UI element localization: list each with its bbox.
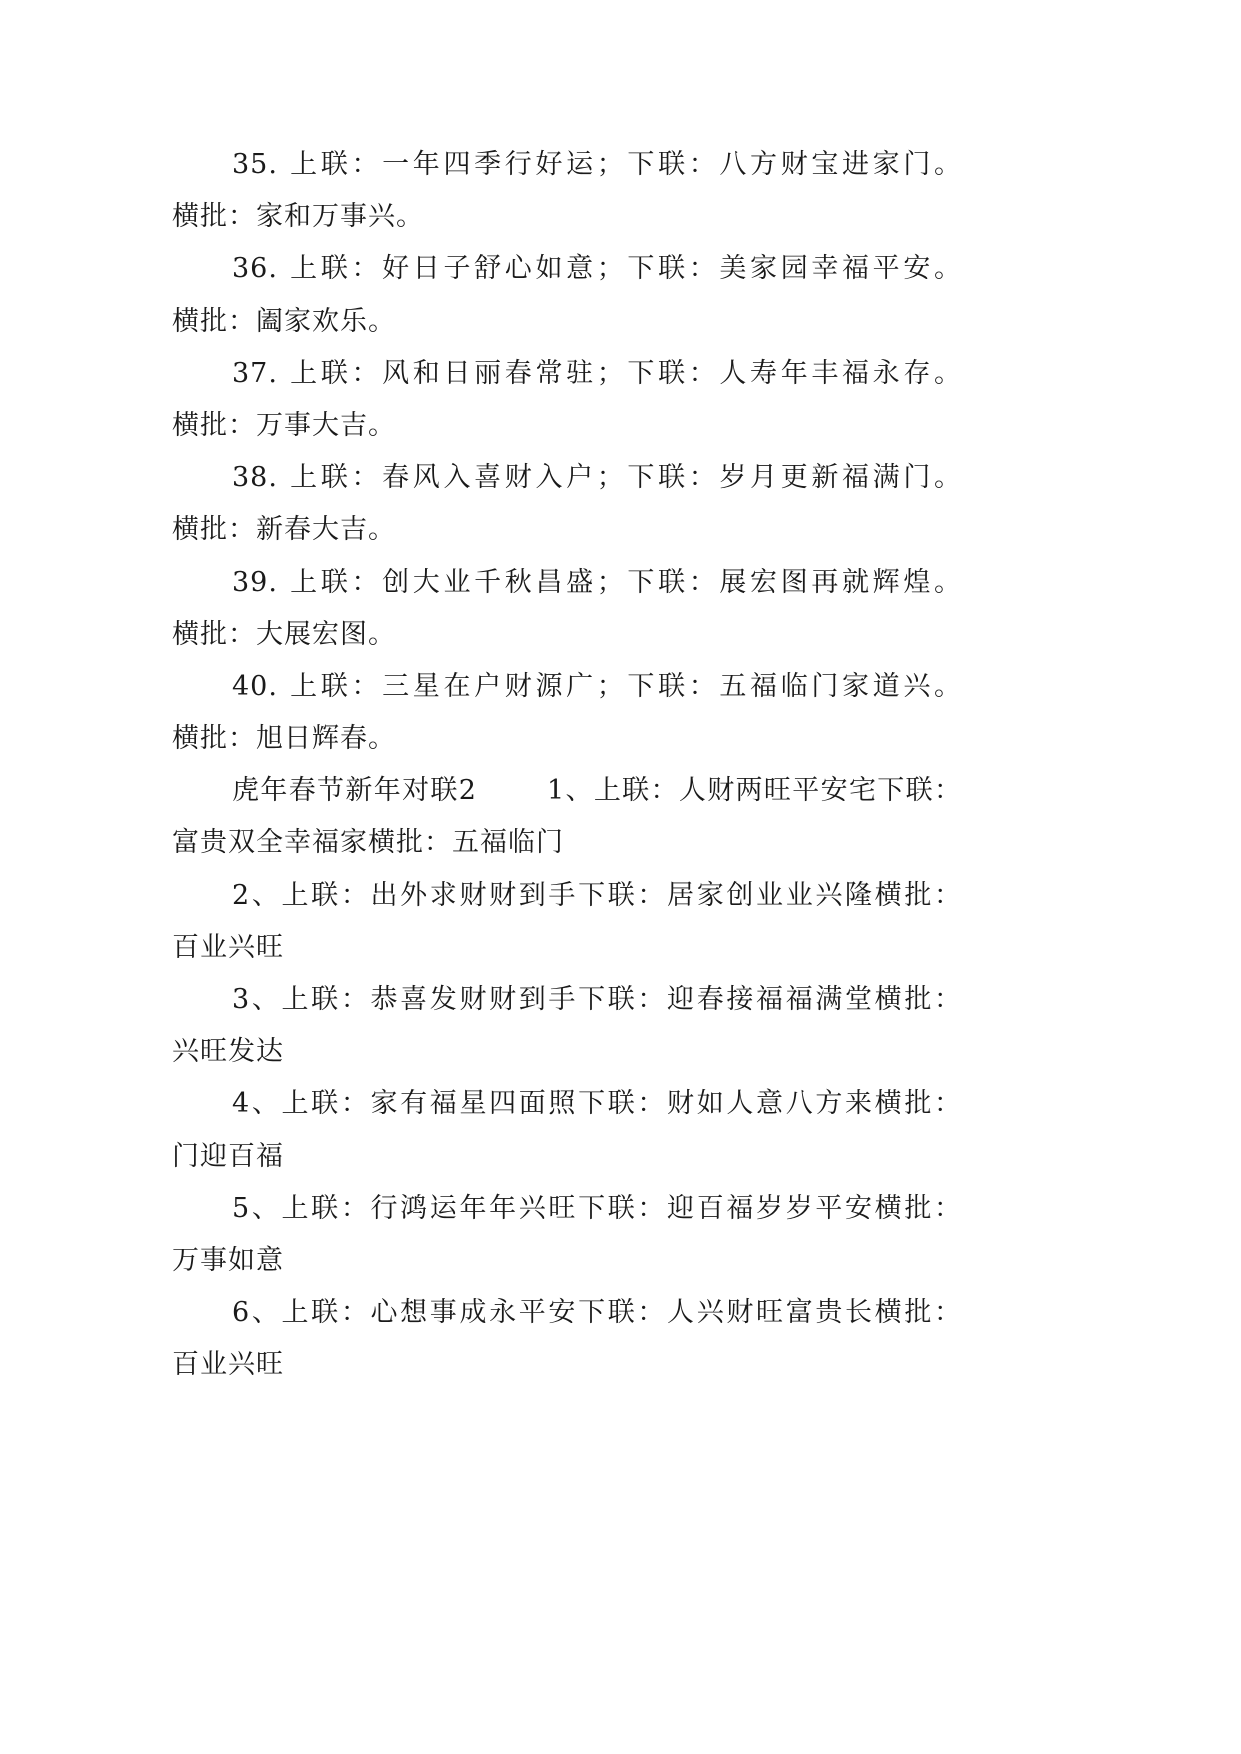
paragraph-continuation-line: 百业兴旺 [172, 931, 284, 963]
paragraph-first-line: 6、上联：心想事成永平安下联：人兴财旺富贵长横批： [232, 1297, 962, 1329]
paragraph [172, 1078, 962, 1182]
paragraph-first-line: 35. 上联：一年四季行好运；下联：八方财宝进家门。 [232, 149, 962, 180]
paragraph-first-line: 5、上联：行鸿运年年兴旺下联：迎百福岁岁平安横批： [232, 1192, 962, 1224]
section-first-couplet: 1、上联：人财两旺平安宅下联： [546, 775, 962, 807]
paragraph-continuation-line: 横批：万事大吉。 [172, 409, 396, 441]
paragraph-first-line: 38. 上联：春风入喜财入户；下联：岁月更新福满门。 [232, 462, 962, 494]
paragraph [172, 348, 962, 452]
section-heading: 虎年春节新年对联2 [232, 775, 477, 807]
paragraph-first-line: 37. 上联：风和日丽春常驻；下联：人寿年丰福永存。 [232, 357, 962, 389]
paragraph-first-line: 3、上联：恭喜发财财到手下联：迎春接福福满堂横批： [232, 984, 962, 1015]
paragraph-continuation-line: 横批：家和万事兴。 [172, 201, 424, 233]
paragraph [172, 870, 962, 974]
paragraph [172, 452, 962, 556]
section-first-line [172, 765, 962, 817]
paragraph-continuation-line: 万事如意 [172, 1244, 284, 1276]
paragraph-first-line: 40. 上联：三星在户财源广；下联：五福临门家道兴。 [232, 670, 962, 702]
paragraph [172, 1183, 962, 1287]
paragraph-first-line: 39. 上联：创大业千秋昌盛；下联：展宏图再就辉煌。 [232, 566, 962, 598]
paragraph-continuation-line: 兴旺发达 [172, 1036, 284, 1068]
paragraph-continuation-line: 横批：阖家欢乐。 [172, 305, 396, 337]
paragraph [172, 1287, 962, 1391]
paragraph [172, 974, 962, 1078]
paragraph [172, 243, 962, 347]
document-body [172, 139, 962, 1392]
paragraph-continuation-line: 横批：新春大吉。 [172, 514, 396, 546]
paragraph-continuation-line: 门迎百福 [172, 1140, 284, 1172]
paragraph-continuation-line: 横批：大展宏图。 [172, 618, 396, 650]
paragraph [172, 661, 962, 765]
paragraph-continuation-line: 百业兴旺 [172, 1349, 284, 1381]
paragraph-first-line: 4、上联：家有福星四面照下联：财如人意八方来横批： [232, 1088, 962, 1120]
paragraph-first-line: 2、上联：出外求财财到手下联：居家创业业兴隆横批： [232, 879, 962, 911]
paragraph-continuation-line: 横批：旭日辉春。 [172, 723, 396, 755]
section-paragraph [172, 765, 962, 869]
paragraph [172, 557, 962, 661]
paragraph-continuation-line: 富贵双全幸福家横批：五福临门 [172, 827, 564, 859]
paragraph-first-line: 36. 上联：好日子舒心如意；下联：美家园幸福平安。 [232, 253, 962, 285]
paragraph [172, 139, 962, 243]
